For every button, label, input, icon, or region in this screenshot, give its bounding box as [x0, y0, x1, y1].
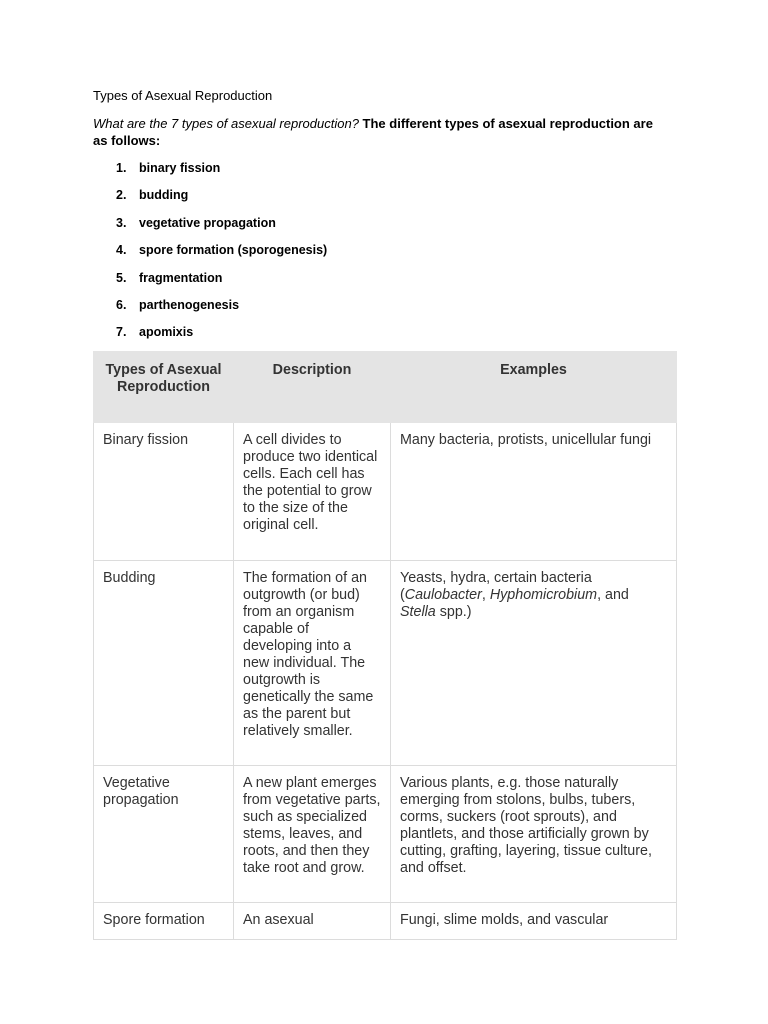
- list-item-text: budding: [139, 188, 189, 203]
- examples-text: spp.): [435, 604, 472, 620]
- cell-examples: Various plants, e.g. those naturally emerging from stolons, bulbs, tubers, corms, suckers (root sprouts), and plantlets, and those artificially grown by cutting, grafting, layering, tissue culture, and offset.: [391, 766, 677, 903]
- page-title: Types of Asexual Reproduction: [93, 88, 273, 103]
- list-item: [93, 212, 327, 239]
- list-item-text: parthenogenesis: [139, 297, 240, 312]
- list-item-number: 4.: [116, 243, 127, 258]
- cell-examples: Many bacteria, protists, unicellular fungi: [391, 423, 677, 561]
- list-item-number: 3.: [116, 215, 127, 230]
- list-item: [93, 157, 327, 184]
- examples-text: , and: [597, 587, 629, 603]
- cell-type: Budding: [94, 561, 234, 766]
- cell-examples: Fungi, slime molds, and vascular: [391, 903, 677, 940]
- list-item-text: fragmentation: [139, 270, 223, 285]
- cell-description: An asexual: [234, 903, 391, 940]
- cell-type: Binary fission: [94, 423, 234, 561]
- list-item-text: apomixis: [139, 325, 194, 340]
- table-row: [94, 903, 677, 940]
- cell-examples: [391, 561, 677, 766]
- list-item: [93, 267, 327, 294]
- list-item: [93, 294, 327, 321]
- list-item-text: vegetative propagation: [139, 215, 276, 230]
- list-item-text: spore formation (sporogenesis): [139, 243, 328, 258]
- species-name: Hyphomicrobium: [489, 587, 598, 603]
- list-item-number: 1.: [116, 161, 127, 175]
- list-item-number: 6.: [116, 297, 127, 312]
- cell-type: Vegetative propagation: [94, 766, 234, 903]
- intro-question: What are the 7 types of asexual reproduction?: [93, 116, 359, 131]
- header-type: Types of Asexual Reproduction: [94, 352, 234, 423]
- intro-paragraph: [93, 115, 668, 149]
- list-item-number: 5.: [116, 270, 127, 285]
- intro-answer: The different types of asexual reproduction are as follows:: [93, 116, 653, 148]
- list-item: [93, 321, 327, 348]
- list-item-text: binary fission: [139, 161, 221, 175]
- list-item: [93, 184, 327, 211]
- list-item-number: 2.: [116, 188, 127, 203]
- table-row: [94, 423, 677, 561]
- examples-text: Yeasts, hydra, certain bacteria (: [400, 570, 592, 603]
- table-row: [94, 561, 677, 766]
- table-header-row: [94, 352, 677, 423]
- cell-type: Spore formation: [94, 903, 234, 940]
- list-item: [93, 239, 327, 266]
- species-name: Stella: [400, 604, 436, 620]
- table-row: [94, 766, 677, 903]
- species-name: Caulobacter: [404, 587, 482, 603]
- examples-text: ,: [481, 587, 490, 603]
- cell-description: A cell divides to produce two identical cells. Each cell has the potential to grow to the size of the original cell.: [234, 423, 391, 561]
- asexual-reproduction-table: [93, 351, 677, 940]
- header-examples: Examples: [391, 352, 677, 423]
- list-item-number: 7.: [116, 325, 127, 340]
- header-description: Description: [234, 352, 391, 423]
- cell-description: A new plant emerges from vegetative parts, such as specialized stems, leaves, and roots, and then they take root and grow.: [234, 766, 391, 903]
- types-list: [93, 157, 327, 349]
- cell-description: The formation of an outgrowth (or bud) from an organism capable of developing into a new individual. The outgrowth is genetically the same as the parent but relatively smaller.: [234, 561, 391, 766]
